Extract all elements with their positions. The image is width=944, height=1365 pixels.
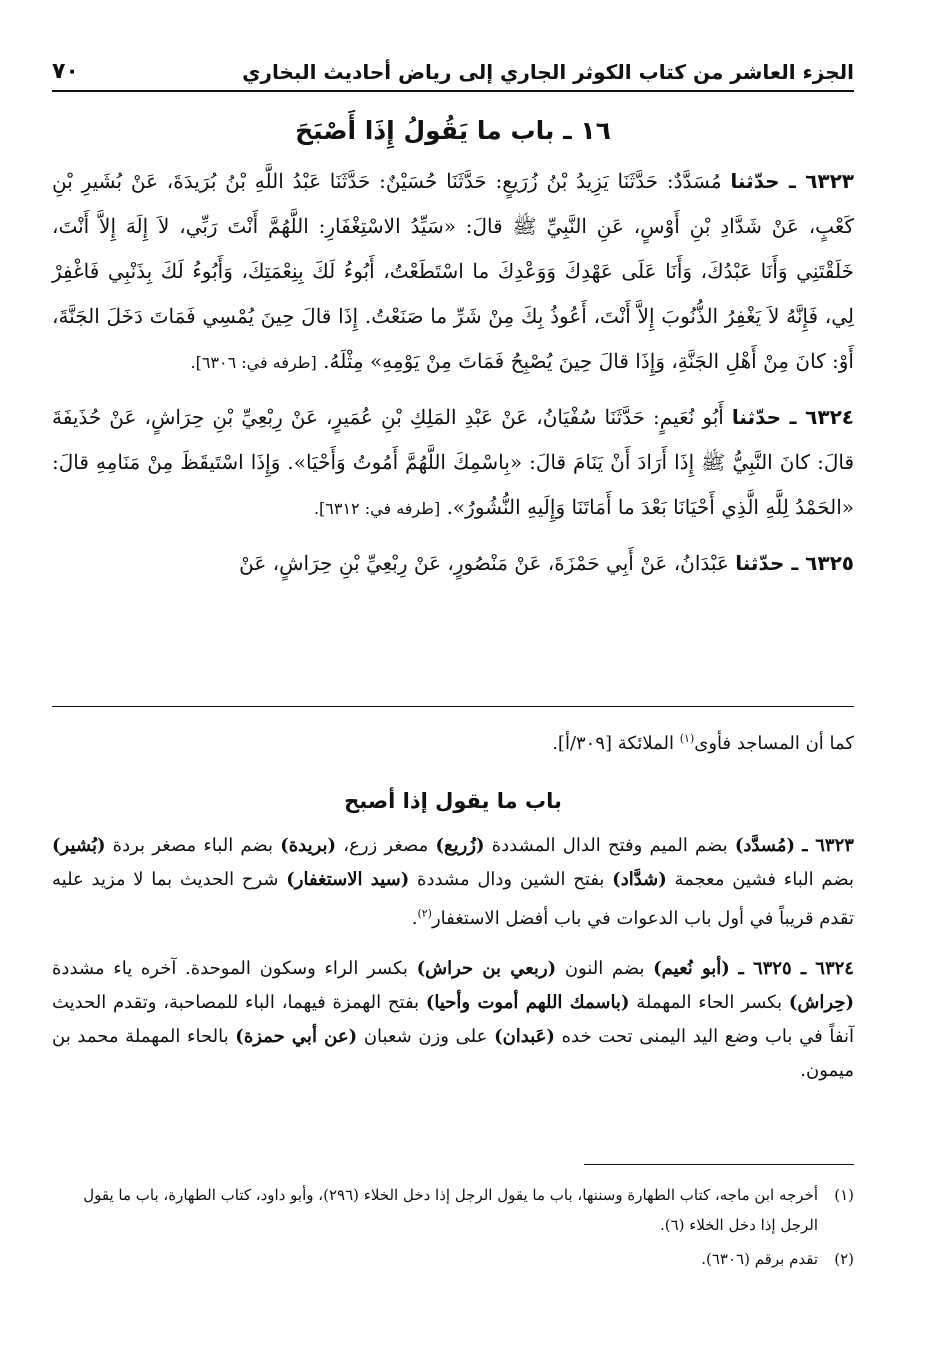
explanation: بضم الميم وفتح الدال المشددة (491, 835, 728, 856)
explanation: شرح الحديث بما لا مزيد عليه تقدم قريباً في أول باب الدعوات في باب أفضل الاستغفار (52, 869, 854, 929)
hadith-reference: [طرفه في: ٦٣١٢]. (313, 499, 441, 518)
carryover-end: الملائكة [٣٠٩/أ]. (552, 733, 675, 754)
main-text (52, 108, 854, 596)
chapter-heading: ١٦ ـ باب ما يَقُولُ إِذَا أَصْبَحَ (295, 116, 611, 145)
commentary-number: ٦٣٢٣ ـ (802, 835, 854, 856)
footnote-number: (٢) (834, 1250, 854, 1268)
explanation: مصغر زرع، (343, 835, 429, 856)
footnote-divider (584, 1164, 854, 1165)
commentary-heading: باب ما يقول إذا أصبح (344, 789, 562, 813)
term: (عَبدان) (494, 1026, 555, 1047)
term: (بريدة) (280, 835, 337, 856)
carryover-text: كما أن المساجد فأوى (694, 733, 854, 754)
section-divider (52, 706, 854, 707)
page-number: ٧٠ (52, 59, 79, 84)
term: (حِراش) (788, 992, 854, 1013)
explanation: بفتح الشين ودال مشددة (417, 869, 605, 890)
term: (مُسدَّد) (734, 835, 796, 856)
hadith-label: ٦٣٢٤ ـ حدّثنا (731, 405, 854, 429)
term: (أبو نُعيم) (653, 958, 730, 979)
hadith-label: ٦٣٢٥ ـ حدّثنا (735, 551, 854, 575)
footnote-number: (١) (834, 1186, 854, 1204)
commentary-number: ٦٣٢٤ ـ ٦٣٢٥ ـ (738, 958, 854, 979)
footnote-ref[interactable]: (١) (679, 732, 695, 745)
hadith-label: ٦٣٢٣ ـ حدّثنا (730, 169, 855, 193)
term: (ربعي بن حراش) (416, 958, 557, 979)
term: (زُريع) (435, 835, 485, 856)
hadith-6323 (52, 159, 854, 385)
commentary-6324-6325 (52, 952, 854, 1088)
explanation: بضم النون (564, 958, 645, 979)
footnote-text: تقدم برقم (٦٣٠٦). (701, 1250, 818, 1268)
footnote-text: أخرجه ابن ماجه، كتاب الطهارة وسننها، باب ما يقول الرجل إذا دخل الخلاء (٢٩٦)، وأبو داود، كتاب الطهارة، باب ما يقول الرجل إذا دخل الخلاء (٦). (83, 1186, 818, 1234)
hadith-6324 (52, 395, 854, 531)
explanation: على وزن شعبان (363, 1026, 488, 1047)
commentary-6323 (52, 829, 854, 936)
hadith-text: أَبُو نُعَيمٍ: حَدَّثَنَا سُفْيَانُ، عَنْ عَبْدِ المَلِكِ بْنِ عُمَيرٍ، عَنْ رِبْعِيِّ بْنِ حِرَاشٍ، عَنْ حُذَيفَةَ قالَ: كانَ النَّبِيُّ ﷺ إِذَا أَرَادَ أَنْ يَنَامَ قالَ: «بِاسْمِكَ اللَّهُمَّ أَمُوتُ وَأَحْيَا». وَإِذَا اسْتَيقَظَ مِنْ مَنَامِهِ قالَ: «الحَمْدُ لِلَّهِ الَّذِي أَحْيَانَا بَعْدَ ما أَمَاتَنَا وَإِلَيهِ النُّشُورُ». (52, 405, 855, 519)
hadith-reference: [طرفه في: ٦٣٠٦]. (190, 353, 317, 372)
term: (بُشير) (52, 835, 106, 856)
explanation: . (411, 908, 418, 929)
hadith-text: عَبْدَانُ، عَنْ أَبِي حَمْزَةَ، عَنْ مَنْصُورٍ، عَنْ رِبْعِيِّ بْنِ حِرَاشٍ، عَنْ (239, 551, 729, 575)
commentary (52, 722, 854, 1104)
header-title: الجزء العاشر من كتاب الكوثر الجاري إلى رياض أحاديث البخاري (242, 60, 854, 84)
footnote-ref[interactable]: (٢) (417, 907, 432, 920)
explanation: بكسر الراء وسكون الموحدة. آخره ياء مشددة (52, 958, 408, 979)
explanation: بضم الباء مصغر بردة (112, 835, 273, 856)
hadith-6325 (52, 541, 854, 586)
term: (شدَّاد) (612, 869, 667, 890)
running-header (52, 48, 854, 92)
footnote-2 (52, 1244, 854, 1274)
explanation: بفتح الهمزة فيهما، الباء للمصاحبة، وتقدم الحديث آنفاً في باب وضع اليد اليمنى تحت خده (52, 992, 854, 1047)
commentary-carryover (52, 722, 854, 761)
term: (عن أبي حمزة) (235, 1026, 358, 1047)
hadith-text: مُسَدَّدٌ: حَدَّثَنَا يَزِيدُ بْنُ زُرَيعٍ: حَدَّثَنَا حُسَيْنٌ: حَدَّثَنَا عَبْدُ اللَّهِ بْنُ بُرَيدَةَ، عَنْ بُشَيرِ بْنِ كَعْبٍ، عَنْ شَدَّادِ بْنِ أَوْسٍ، عَنِ النَّبِيِّ ﷺ قالَ: «سَيِّدُ الاسْتِغْفَارِ: اللَّهُمَّ أَنْتَ رَبِّي، لاَ إِلَهَ إِلاَّ أَنْتَ، خَلَقْتَنِي وَأَنَا عَبْدُكَ، وَأَنَا عَلَى عَهْدِكَ وَوَعْدِكَ ما اسْتَطَعْتُ، أَبُوءُ لَكَ بِنِعْمَتِكَ، وَأَبُوءُ لَكَ بِذَنْبِي فَاغْفِرْ لِي، فَإِنَّهُ لاَ يَغْفِرُ الذُّنُوبَ إِلاَّ أَنْتَ، أَعُوذُ بِكَ مِنْ شَرِّ ما صَنَعْتُ. إِذَا قالَ حِينَ يُمْسِي فَمَاتَ دَخَلَ الجَنَّةَ، أَوْ: كانَ مِنْ أَهْلِ الجَنَّةِ، وَإِذَا قالَ حِينَ يُصْبِحُ فَمَاتَ مِنْ يَوْمِهِ» مِثْلَهُ. (52, 169, 854, 373)
footnotes (52, 1180, 854, 1278)
explanation: بضم الباء فشين معجمة (674, 869, 854, 890)
term: (باسمك اللهم أموت وأحيا) (425, 992, 630, 1013)
explanation: بالحاء المهملة محمد بن ميمون. (52, 1026, 854, 1081)
explanation: بكسر الحاء المهملة (636, 992, 783, 1013)
term: (سيد الاستغفار) (286, 869, 410, 890)
footnote-1 (52, 1180, 854, 1240)
